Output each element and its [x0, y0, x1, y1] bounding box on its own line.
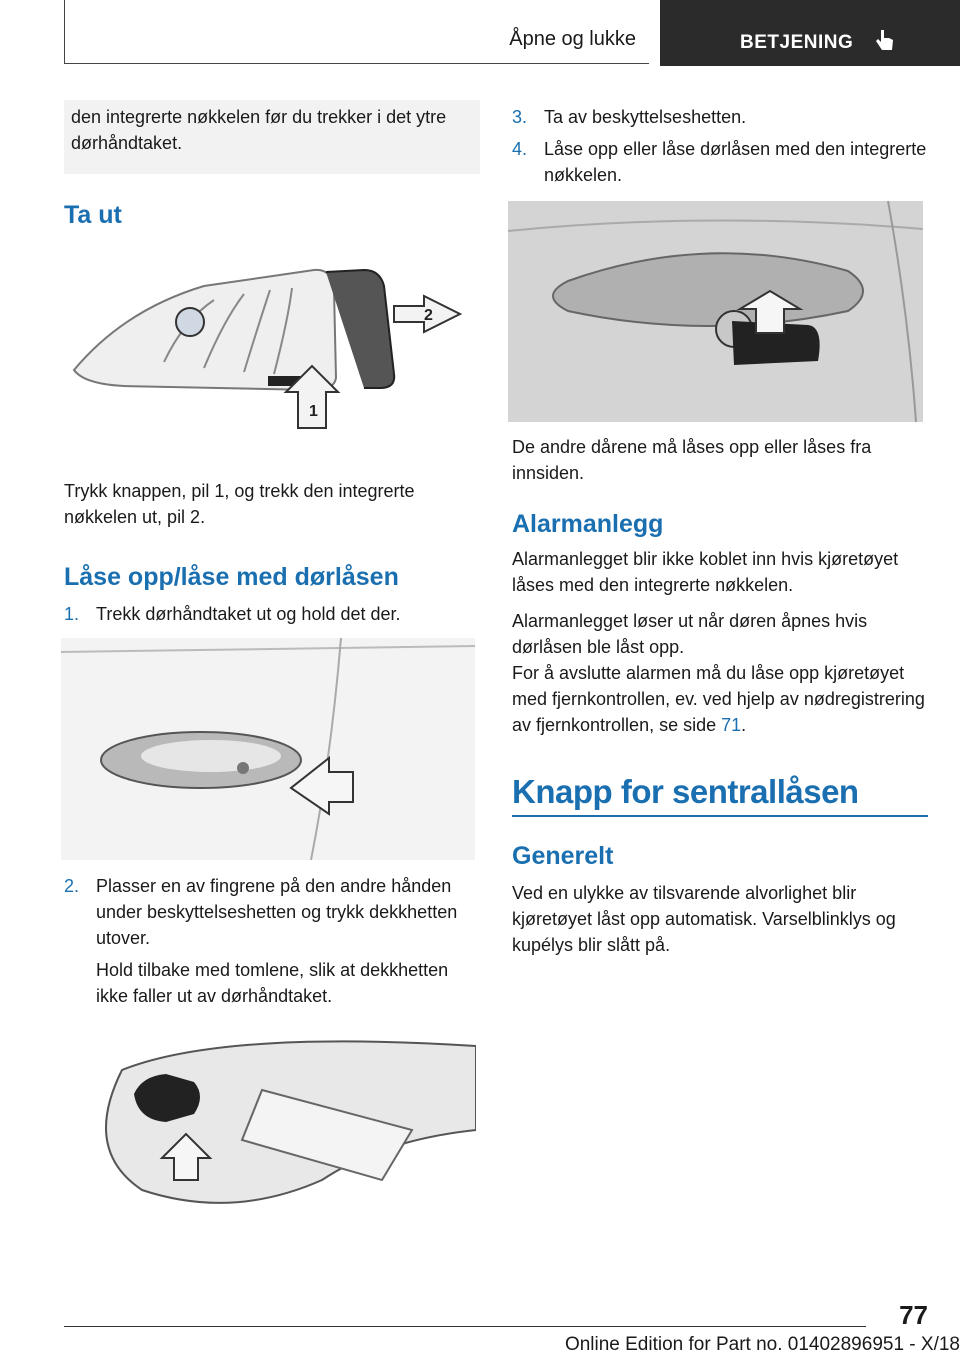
header-divider	[649, 0, 660, 66]
step-number: 4.	[512, 139, 528, 159]
figure-label-1: 1	[309, 403, 318, 420]
heading-lase-opp: Låse opp/låse med dørlåsen	[64, 563, 399, 591]
paragraph-alarm-2: Alarmanlegget løser ut når døren åpnes hvis dørlåsen ble låst opp.	[512, 611, 868, 657]
paragraph-alarm-3-text: For å avslutte alarmen må du låse opp kjøretøyet med fjernkontrollen, ev. ved hjelp av nødregistrering av fjernkontrollen, se side	[512, 663, 925, 735]
footer-edition: Online Edition for Part no. 01402896951 - X/18	[564, 1334, 960, 1355]
note-text: den integrerte nøkkelen før du trekker i det ytre dørhåndtaket.	[71, 107, 447, 153]
section-badge-label: BETJENING	[740, 32, 854, 53]
step-number: 1.	[64, 604, 80, 624]
step-text: Ta av beskyttelseshetten.	[544, 107, 747, 127]
header-bottom-rule	[64, 63, 649, 64]
figure-label-2: 2	[424, 307, 433, 324]
step-text: Låse opp eller låse dørlåsen med den integrerte nøkkelen.	[544, 139, 927, 185]
figure-key-removal	[64, 250, 480, 450]
step-number: 2.	[64, 876, 80, 896]
chapter-title: Åpne og lukke	[509, 28, 636, 50]
step-2-note: Hold tilbake med tomlene, slik at dekkhetten ikke faller ut av dørhåndtaket.	[96, 960, 449, 1006]
figure-cover-cap	[82, 1030, 476, 1210]
list-item-step-4	[512, 136, 928, 188]
step-number: 3.	[512, 107, 528, 127]
footer-rule	[64, 1326, 866, 1327]
section-badge	[740, 28, 950, 54]
page-link-71[interactable]: 71	[721, 715, 742, 735]
list-item-step-3	[512, 104, 928, 130]
paragraph-generelt: Ved en ulykke av tilsvarende alvorlighet blir kjøretøyet låst opp automatisk. Varselblinklys og kupélys blir slått på.	[512, 883, 896, 955]
heading-generelt: Generelt	[512, 842, 614, 870]
step-text: Plasser en av fingrene på den andre hånden under beskyttelseshetten og trykk dekkhetten utover.	[96, 876, 458, 948]
heading-knapp-sentrallasen: Knapp for sentrallåsen	[512, 773, 859, 810]
heading-rule	[512, 815, 928, 817]
paragraph-alarm-3	[512, 660, 928, 738]
paragraph-trykk: Trykk knappen, pil 1, og trekk den integrerte nøkkelen ut, pil 2.	[64, 481, 415, 527]
list-item-step-2	[64, 873, 480, 951]
heading-ta-ut: Ta ut	[64, 201, 122, 229]
page-number: 77	[899, 1300, 928, 1330]
paragraph-alarm-1: Alarmanlegget blir ikke koblet inn hvis kjøretøyet låses med den integrerte nøkkelen.	[512, 549, 899, 595]
header-left-rule	[64, 0, 65, 64]
hand-pointer-icon	[873, 28, 895, 54]
figure-door-handle	[61, 638, 475, 860]
paragraph-alarm-3-end: .	[741, 715, 747, 735]
heading-alarmanlegg: Alarmanlegg	[512, 510, 664, 538]
list-item-step-1	[64, 601, 480, 627]
figure-key-in-lock	[508, 201, 923, 422]
step-text: Trekk dørhåndtaket ut og hold det der.	[96, 604, 401, 624]
paragraph-andre-darer: De andre dårene må låses opp eller låses fra innsiden.	[512, 437, 872, 483]
